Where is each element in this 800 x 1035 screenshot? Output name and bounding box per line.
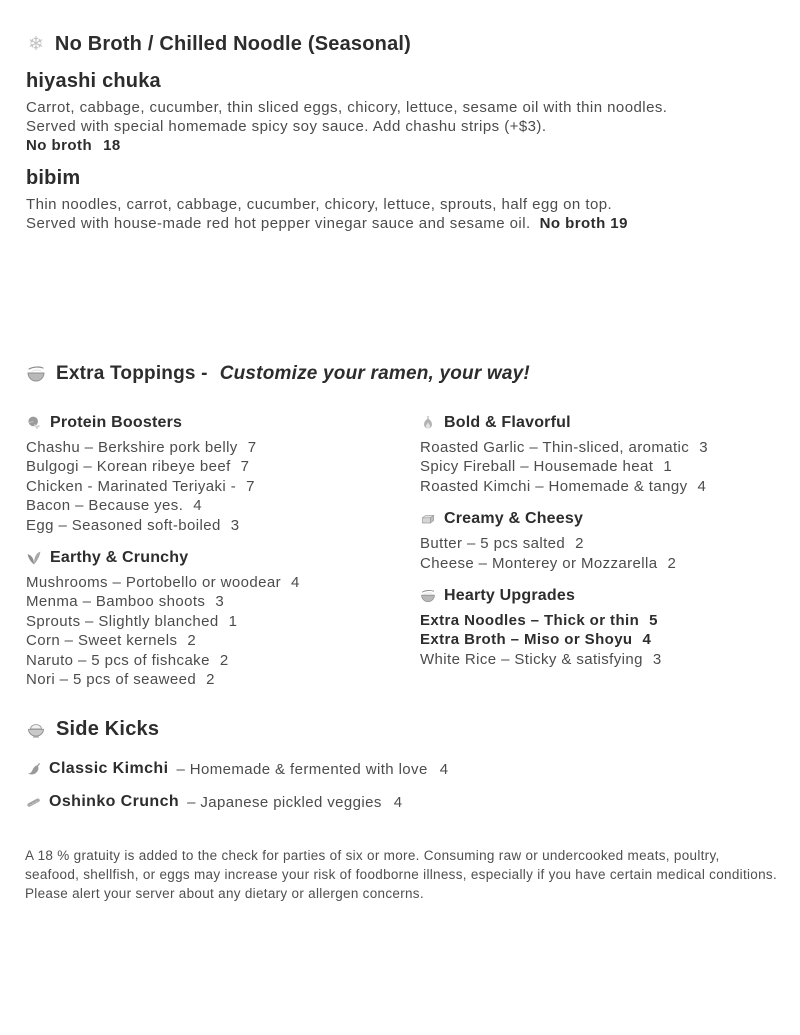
topping-group-protein-boosters: [26, 412, 420, 535]
topping-group-header: [420, 585, 778, 607]
side-kicks-title: Side Kicks: [56, 718, 160, 740]
topping-text: Naruto – 5 pcs of fishcake: [26, 651, 210, 669]
topping-price: 4: [642, 631, 652, 649]
pickle-icon: [26, 795, 41, 810]
side-item-name: Oshinko Crunch: [49, 793, 180, 810]
topping-item: [420, 650, 778, 669]
topping-item: [26, 631, 420, 650]
dish-description-line: Carrot, cabbage, cucumber, thin sliced eggs, chicory, lettuce, sesame oil with thin noodles.: [26, 99, 668, 116]
dish-name: hiyashi chuka: [26, 70, 161, 92]
topping-price: 2: [575, 535, 584, 553]
topping-group-title: Bold & Flavorful: [444, 414, 571, 431]
topping-text: White Rice – Sticky & satisfying: [420, 650, 643, 668]
topping-text: Butter – 5 pcs salted: [420, 535, 566, 553]
side-item-name: Classic Kimchi: [49, 760, 169, 777]
topping-text: Chicken - Marinated Teriyaki -: [26, 477, 237, 495]
dish-bibim: [26, 167, 628, 233]
topping-text: Menma – Bamboo shoots: [26, 593, 206, 611]
side-kicks-section: [26, 718, 448, 811]
topping-text: Roasted Garlic – Thin-sliced, aromatic: [420, 439, 690, 456]
dish-description-line: Served with special homemade spicy soy sauce. Add chashu strips (+$3).: [26, 118, 547, 135]
topping-text: Extra Noodles – Thick or thin: [420, 612, 640, 630]
topping-group-creamy-cheesy: [420, 508, 778, 573]
topping-group-title: Earthy & Crunchy: [50, 549, 189, 567]
topping-price: 4: [697, 477, 707, 495]
topping-item: [26, 592, 420, 611]
topping-text: Roasted Kimchi – Homemade & tangy: [420, 477, 688, 495]
rice-bowl-icon: [26, 720, 46, 740]
topping-item: [420, 554, 778, 573]
topping-price: 3: [652, 650, 662, 668]
topping-item: [26, 496, 420, 515]
side-item-oshinko-crunch: [26, 793, 448, 811]
topping-text: Nori – 5 pcs of seaweed: [26, 671, 197, 689]
topping-price: 1: [663, 458, 673, 476]
topping-price: 7: [247, 439, 257, 456]
no-broth-section-header: [28, 33, 411, 56]
dish-description-line: [26, 214, 628, 233]
extra-toppings-tagline: Customize your ramen, your way!: [219, 363, 530, 384]
dish-hiyashi-chuka: [26, 70, 667, 155]
topping-price: 1: [228, 612, 238, 630]
side-kicks-header: [26, 718, 448, 741]
topping-item: [420, 534, 778, 553]
side-item-description: – Homemade & fermented with love: [176, 760, 428, 778]
topping-group-title: Creamy & Cheesy: [444, 510, 584, 528]
ramen-bowl-icon: [420, 588, 436, 604]
dish-description-text: Served with house-made red hot pepper vinegar sauce and sesame oil.: [26, 215, 531, 232]
topping-text: Mushrooms – Portobello or woodear: [26, 574, 281, 592]
extra-toppings-title: Extra Toppings -: [56, 363, 208, 384]
topping-group-hearty-upgrades: [420, 585, 778, 669]
dish-description-line: Thin noodles, carrot, cabbage, cucumber, chicory, lettuce, sprouts, half egg on top.: [26, 196, 613, 213]
disclaimer-line: Please alert your server about any dietary or allergen concerns.: [25, 886, 424, 901]
dish-name: bibim: [26, 167, 81, 189]
topping-item: [420, 630, 778, 649]
topping-text: Egg – Seasoned soft-boiled: [26, 516, 221, 534]
topping-price: 3: [230, 516, 240, 534]
topping-item: [420, 477, 778, 496]
side-item-classic-kimchi: [26, 760, 448, 778]
topping-group-header: [420, 412, 778, 434]
chili-pepper-icon: [26, 762, 41, 777]
side-item-price: 4: [439, 760, 449, 778]
topping-group-header: [420, 508, 778, 530]
topping-price: 3: [215, 593, 225, 611]
disclaimer-line: A 18 % gratuity is added to the check for parties of six or more. Consuming raw or undercooked meats, poultry,: [25, 848, 720, 863]
side-item-description: – Japanese pickled veggies: [187, 793, 382, 811]
topping-price: 4: [193, 497, 203, 515]
topping-group-title: Hearty Upgrades: [444, 587, 576, 605]
topping-item: [420, 457, 778, 476]
topping-item: [26, 612, 420, 631]
topping-text: Chashu – Berkshire pork belly: [26, 439, 238, 456]
price-label: No broth: [26, 137, 93, 154]
butter-icon: [420, 511, 436, 527]
topping-item: [420, 438, 778, 457]
topping-item: [26, 438, 420, 457]
disclaimer: [25, 846, 790, 903]
topping-item: [26, 457, 420, 476]
toppings-right-column: [420, 412, 778, 701]
topping-price: 2: [219, 651, 229, 669]
topping-text: Corn – Sweet kernels: [26, 632, 178, 650]
ramen-bowl-icon: [26, 364, 46, 384]
topping-group-title: Protein Boosters: [50, 414, 183, 431]
snowflake-icon: ❄: [28, 33, 44, 55]
topping-price: 7: [240, 458, 250, 476]
topping-text: Spicy Fireball – Housemade heat: [420, 458, 654, 476]
extra-toppings-header: [26, 363, 530, 385]
topping-price: 4: [291, 574, 300, 592]
dish-price-inline: No broth 19: [539, 215, 628, 232]
topping-price: 2: [667, 554, 677, 572]
topping-group-header: [26, 412, 420, 434]
topping-text: Extra Broth – Miso or Shoyu: [420, 631, 633, 649]
topping-item: [26, 651, 420, 670]
toppings-columns: [26, 412, 778, 701]
topping-group-bold-flavorful: [420, 412, 778, 496]
topping-text: Sprouts – Slightly blanched: [26, 612, 219, 630]
topping-price: 2: [206, 671, 215, 689]
herb-icon: [26, 550, 42, 566]
side-item-price: 4: [393, 793, 403, 811]
price-value: 18: [103, 137, 121, 154]
topping-item: [26, 573, 420, 592]
topping-price: 2: [187, 632, 197, 650]
topping-item: [26, 670, 420, 689]
topping-text: Bacon – Because yes.: [26, 497, 184, 515]
topping-text: Bulgogi – Korean ribeye beef: [26, 458, 231, 476]
topping-group-earthy-crunchy: [26, 547, 420, 689]
topping-item: [26, 477, 420, 496]
toppings-left-column: [26, 412, 420, 701]
topping-price: 5: [649, 612, 658, 630]
disclaimer-line: seafood, shellfish, or eggs may increase your risk of foodborne illness, especially if you have certain medical conditions.: [25, 867, 778, 882]
topping-price: 3: [699, 439, 708, 456]
topping-item: [26, 516, 420, 535]
no-broth-section-title: No Broth / Chilled Noodle (Seasonal): [54, 33, 412, 55]
topping-price: 7: [246, 477, 255, 495]
topping-group-header: [26, 547, 420, 569]
topping-item: [420, 611, 778, 630]
meat-icon: [26, 415, 42, 431]
topping-text: Cheese – Monterey or Mozzarella: [420, 554, 658, 572]
dish-price-line: [26, 136, 667, 155]
garlic-icon: [420, 415, 436, 431]
